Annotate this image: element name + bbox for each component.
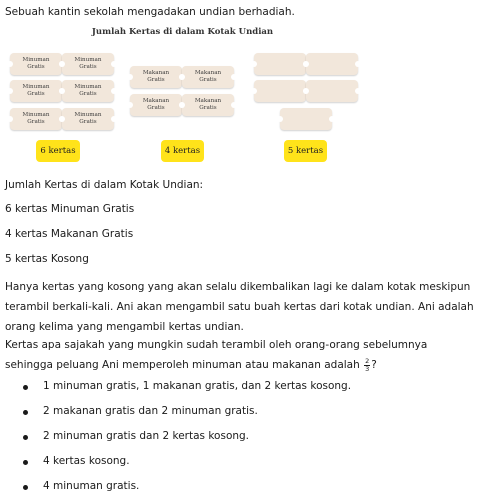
bullet-icon xyxy=(23,385,28,390)
makanan-ticket: Makanan Gratis xyxy=(130,94,182,116)
minuman-ticket: Minuman Gratis xyxy=(10,53,62,75)
count-kosong: 5 kertas Kosong xyxy=(5,253,89,265)
minuman-ticket: Minuman Gratis xyxy=(10,108,62,130)
empty-ticket xyxy=(254,53,306,75)
makanan-ticket: Makanan Gratis xyxy=(182,66,234,88)
count-makanan: 4 kertas Makanan Gratis xyxy=(5,228,134,240)
bullet-icon xyxy=(23,410,28,415)
empty-ticket xyxy=(306,53,358,75)
minuman-ticket: Minuman Gratis xyxy=(10,80,62,102)
minuman-ticket: Minuman Gratis xyxy=(62,53,114,75)
bullet-icon xyxy=(23,460,28,465)
rule-paragraph: Hanya kertas yang kosong yang akan selalu dikembalikan lagi ke dalam kotak meskipun terambil berkali-kali. Ani akan mengambil satu buah kertas dari kotak undian. Ani adalah orang kelima yang mengambil kertas undian. xyxy=(5,281,474,333)
minuman-ticket: Minuman Gratis xyxy=(62,108,114,130)
list-title: Jumlah Kertas di dalam Kotak Undian: xyxy=(5,179,204,191)
empty-ticket xyxy=(280,108,332,130)
fraction: $\frac{2}{3}$ xyxy=(365,356,370,373)
kosong-count-badge: 5 kertas xyxy=(284,140,327,162)
bullet-icon xyxy=(23,485,28,490)
minuman-ticket: Minuman Gratis xyxy=(62,80,114,102)
bullet-icon xyxy=(23,435,28,440)
count-minuman: 6 kertas Minuman Gratis xyxy=(5,203,135,215)
makanan-ticket: Makanan Gratis xyxy=(182,94,234,116)
makanan-ticket: Makanan Gratis xyxy=(130,66,182,88)
intro-text: Sebuah kantin sekolah mengadakan undian berhadiah. xyxy=(5,6,295,18)
minuman-count-badge: 6 kertas xyxy=(36,140,80,162)
question-paragraph: Kertas apa sajakah yang mungkin sudah terambil oleh orang-orang sebelumnya sehingga peluang Ani memperoleh minuman atau makanan adalah $\frac{2}{3}$ ? xyxy=(5,339,428,373)
empty-ticket xyxy=(306,80,358,102)
figure-title: Jumlah Kertas di dalam Kotak Undian xyxy=(91,27,274,37)
makanan-count-badge: 4 kertas xyxy=(161,140,204,162)
empty-ticket xyxy=(254,80,306,102)
